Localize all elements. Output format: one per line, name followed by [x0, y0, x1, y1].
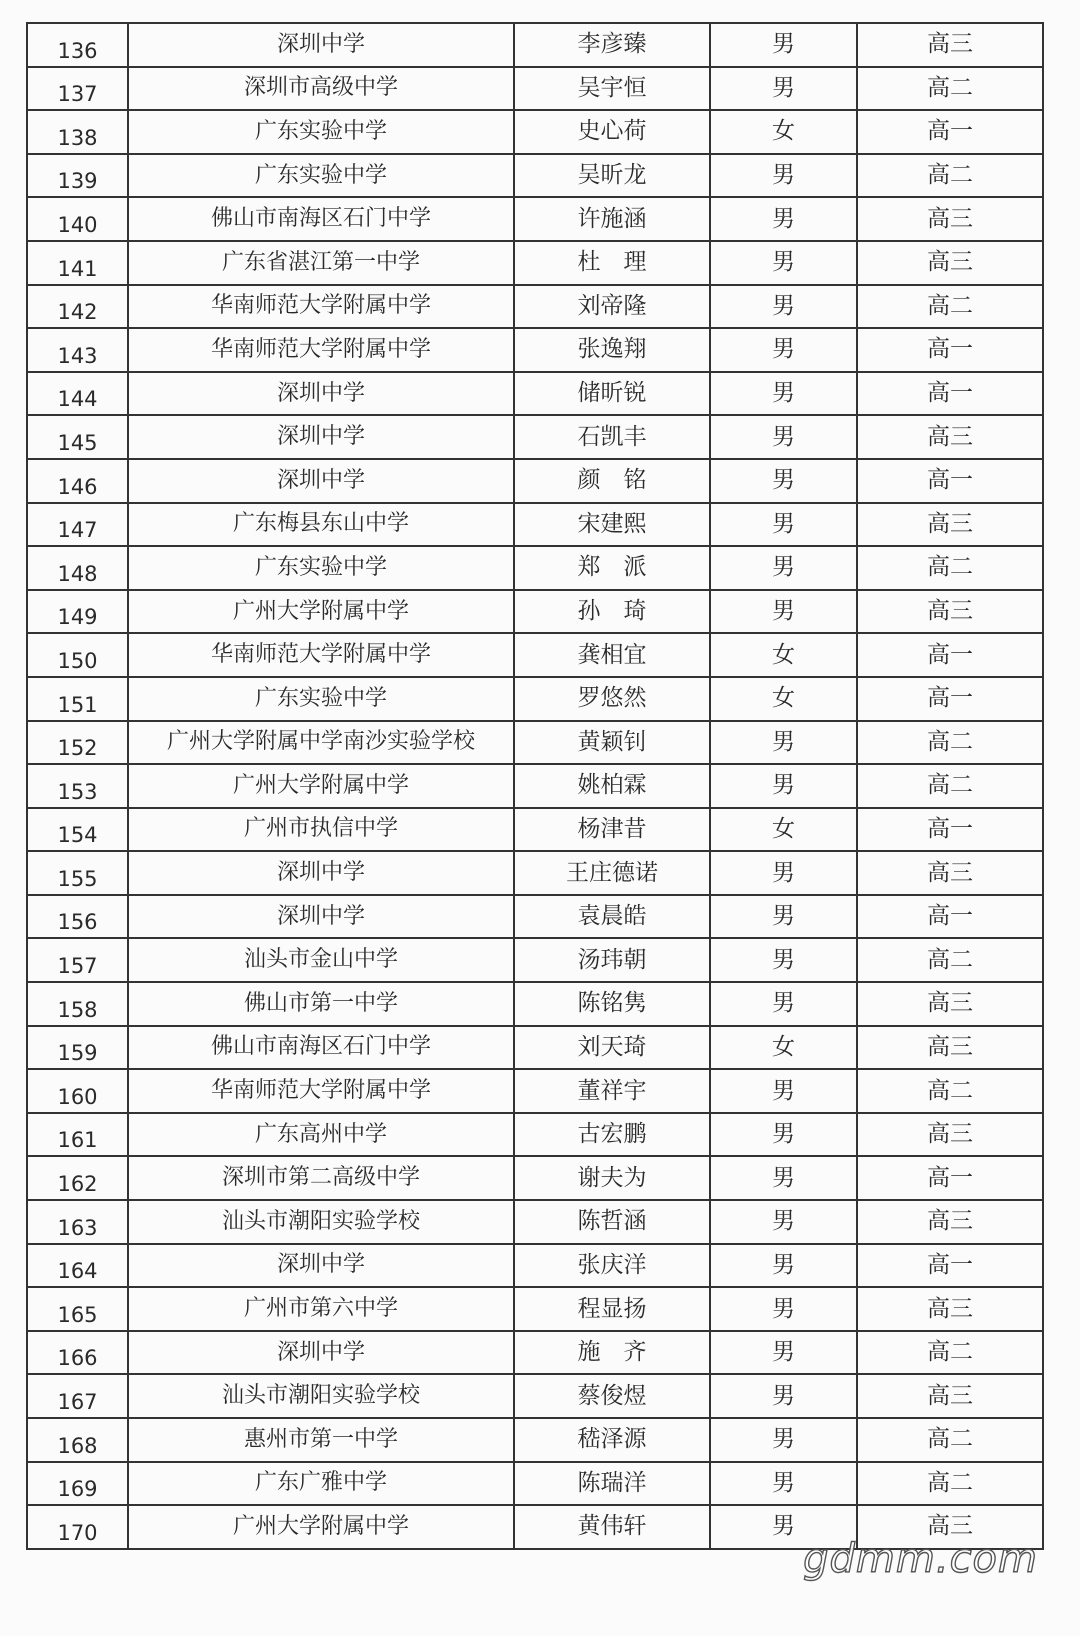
student-gender: 男 [710, 1331, 857, 1375]
student-grade: 高一 [857, 895, 1043, 939]
student-gender: 女 [710, 1026, 857, 1070]
student-gender: 男 [710, 285, 857, 329]
student-name: 黄伟轩 [514, 1505, 710, 1549]
school-name: 深圳中学 [128, 851, 514, 895]
row-number: 154 [27, 808, 128, 852]
school-name: 惠州市第一中学 [128, 1418, 514, 1462]
row-number: 139 [27, 154, 128, 198]
school-name: 广东高州中学 [128, 1113, 514, 1157]
table-row [27, 764, 1043, 808]
row-number: 137 [27, 67, 128, 111]
student-grade: 高三 [857, 1113, 1043, 1157]
school-name: 广东省湛江第一中学 [128, 241, 514, 285]
student-grade: 高一 [857, 328, 1043, 372]
school-name: 汕头市金山中学 [128, 938, 514, 982]
school-name: 华南师范大学附属中学 [128, 1069, 514, 1113]
school-name: 广州大学附属中学 [128, 1505, 514, 1549]
school-name: 深圳中学 [128, 372, 514, 416]
student-grade: 高二 [857, 938, 1043, 982]
site-watermark: gdmm.com [803, 1536, 1038, 1582]
student-grade: 高三 [857, 1026, 1043, 1070]
school-name: 佛山市南海区石门中学 [128, 197, 514, 241]
school-name: 深圳中学 [128, 459, 514, 503]
table-row [27, 1069, 1043, 1113]
student-grade: 高三 [857, 1287, 1043, 1331]
table-row [27, 241, 1043, 285]
row-number: 143 [27, 328, 128, 372]
student-gender: 男 [710, 982, 857, 1026]
school-name: 广东实验中学 [128, 110, 514, 154]
table-row [27, 1200, 1043, 1244]
student-gender: 男 [710, 1287, 857, 1331]
school-name: 广州大学附属中学 [128, 590, 514, 634]
student-name: 李彦臻 [514, 23, 710, 67]
student-grade: 高二 [857, 764, 1043, 808]
student-grade: 高三 [857, 415, 1043, 459]
table-row [27, 590, 1043, 634]
table-row [27, 67, 1043, 111]
student-name: 嵇泽源 [514, 1418, 710, 1462]
row-number: 168 [27, 1418, 128, 1462]
row-number: 166 [27, 1331, 128, 1375]
student-grade: 高三 [857, 1200, 1043, 1244]
row-number: 164 [27, 1244, 128, 1288]
row-number: 155 [27, 851, 128, 895]
student-name: 吴昕龙 [514, 154, 710, 198]
student-grade: 高三 [857, 503, 1043, 547]
student-name: 蔡俊煜 [514, 1374, 710, 1418]
row-number: 144 [27, 372, 128, 416]
row-number: 165 [27, 1287, 128, 1331]
student-grade: 高一 [857, 110, 1043, 154]
student-name: 史心荷 [514, 110, 710, 154]
student-grade: 高三 [857, 23, 1043, 67]
school-name: 广东实验中学 [128, 546, 514, 590]
school-name: 广州大学附属中学 [128, 764, 514, 808]
student-gender: 男 [710, 721, 857, 765]
student-gender: 男 [710, 459, 857, 503]
table-row [27, 895, 1043, 939]
student-name: 许施涵 [514, 197, 710, 241]
student-name: 董祥宇 [514, 1069, 710, 1113]
table-row [27, 154, 1043, 198]
student-grade: 高二 [857, 67, 1043, 111]
student-gender: 男 [710, 415, 857, 459]
school-name: 华南师范大学附属中学 [128, 285, 514, 329]
row-number: 140 [27, 197, 128, 241]
student-name: 陈瑞洋 [514, 1462, 710, 1506]
student-gender: 女 [710, 677, 857, 721]
table-row [27, 197, 1043, 241]
school-name: 汕头市潮阳实验学校 [128, 1374, 514, 1418]
row-number: 147 [27, 503, 128, 547]
student-grade: 高一 [857, 1244, 1043, 1288]
table-row [27, 851, 1043, 895]
student-gender: 男 [710, 590, 857, 634]
row-number: 169 [27, 1462, 128, 1506]
school-name: 深圳中学 [128, 23, 514, 67]
student-grade: 高一 [857, 459, 1043, 503]
student-gender: 女 [710, 633, 857, 677]
student-name: 郑 派 [514, 546, 710, 590]
student-gender: 男 [710, 1200, 857, 1244]
row-number: 163 [27, 1200, 128, 1244]
student-gender: 男 [710, 851, 857, 895]
student-grade: 高二 [857, 154, 1043, 198]
student-name: 龚相宜 [514, 633, 710, 677]
row-number: 152 [27, 721, 128, 765]
table-row [27, 285, 1043, 329]
school-name: 华南师范大学附属中学 [128, 633, 514, 677]
student-gender: 男 [710, 1374, 857, 1418]
table-row [27, 1418, 1043, 1462]
row-number: 149 [27, 590, 128, 634]
student-name: 施 齐 [514, 1331, 710, 1375]
school-name: 深圳中学 [128, 415, 514, 459]
table-row [27, 459, 1043, 503]
school-name: 深圳中学 [128, 895, 514, 939]
school-name: 佛山市第一中学 [128, 982, 514, 1026]
row-number: 170 [27, 1505, 128, 1549]
table-row [27, 633, 1043, 677]
row-number: 159 [27, 1026, 128, 1070]
table-row [27, 677, 1043, 721]
student-gender: 女 [710, 110, 857, 154]
table-row [27, 1026, 1043, 1070]
student-gender: 男 [710, 1069, 857, 1113]
student-gender: 男 [710, 1462, 857, 1506]
school-name: 广东实验中学 [128, 677, 514, 721]
student-gender: 男 [710, 546, 857, 590]
table-row [27, 1462, 1043, 1506]
school-name: 广东实验中学 [128, 154, 514, 198]
school-name: 广州大学附属中学南沙实验学校 [128, 721, 514, 765]
student-grade: 高一 [857, 372, 1043, 416]
row-number: 136 [27, 23, 128, 67]
student-name: 姚柏霖 [514, 764, 710, 808]
row-number: 148 [27, 546, 128, 590]
student-grade: 高二 [857, 1462, 1043, 1506]
school-name: 广州市执信中学 [128, 808, 514, 852]
student-grade: 高三 [857, 197, 1043, 241]
student-name: 袁晨皓 [514, 895, 710, 939]
student-name: 吴宇恒 [514, 67, 710, 111]
student-name: 刘帝隆 [514, 285, 710, 329]
school-name: 广东梅县东山中学 [128, 503, 514, 547]
student-name: 谢夫为 [514, 1156, 710, 1200]
student-gender: 男 [710, 67, 857, 111]
school-name: 广东广雅中学 [128, 1462, 514, 1506]
student-name: 王庄德诺 [514, 851, 710, 895]
row-number: 145 [27, 415, 128, 459]
row-number: 142 [27, 285, 128, 329]
table-row [27, 110, 1043, 154]
row-number: 146 [27, 459, 128, 503]
school-name: 深圳市高级中学 [128, 67, 514, 111]
student-gender: 男 [710, 1505, 857, 1549]
student-name: 颜 铭 [514, 459, 710, 503]
student-gender: 男 [710, 328, 857, 372]
student-gender: 男 [710, 1156, 857, 1200]
student-grade: 高一 [857, 1156, 1043, 1200]
student-name: 罗悠然 [514, 677, 710, 721]
student-name: 刘天琦 [514, 1026, 710, 1070]
student-grade: 高一 [857, 633, 1043, 677]
student-name: 储昕锐 [514, 372, 710, 416]
school-name: 广州市第六中学 [128, 1287, 514, 1331]
school-name: 汕头市潮阳实验学校 [128, 1200, 514, 1244]
student-gender: 男 [710, 197, 857, 241]
student-name: 黄颖钊 [514, 721, 710, 765]
student-gender: 男 [710, 938, 857, 982]
student-gender: 男 [710, 764, 857, 808]
row-number: 160 [27, 1069, 128, 1113]
student-name: 杨津昔 [514, 808, 710, 852]
table-row [27, 1374, 1043, 1418]
school-name: 佛山市南海区石门中学 [128, 1026, 514, 1070]
student-gender: 女 [710, 808, 857, 852]
row-number: 138 [27, 110, 128, 154]
student-name: 宋建熙 [514, 503, 710, 547]
table-row [27, 23, 1043, 67]
student-gender: 男 [710, 23, 857, 67]
table-row [27, 328, 1043, 372]
student-grade: 高二 [857, 721, 1043, 765]
student-gender: 男 [710, 241, 857, 285]
student-grade: 高二 [857, 1331, 1043, 1375]
student-grade: 高一 [857, 808, 1043, 852]
student-gender: 男 [710, 154, 857, 198]
student-name: 杜 理 [514, 241, 710, 285]
student-gender: 男 [710, 503, 857, 547]
student-grade: 高三 [857, 851, 1043, 895]
student-grade: 高三 [857, 241, 1043, 285]
table-row [27, 982, 1043, 1026]
row-number: 141 [27, 241, 128, 285]
table-row [27, 938, 1043, 982]
student-name: 汤玮朝 [514, 938, 710, 982]
student-grade: 高二 [857, 1069, 1043, 1113]
student-name: 陈铭隽 [514, 982, 710, 1026]
student-grade: 高三 [857, 1505, 1043, 1549]
student-gender: 男 [710, 1113, 857, 1157]
student-grade: 高一 [857, 677, 1043, 721]
student-grade: 高三 [857, 590, 1043, 634]
student-name: 张庆洋 [514, 1244, 710, 1288]
table-row [27, 1244, 1043, 1288]
row-number: 151 [27, 677, 128, 721]
school-name: 深圳中学 [128, 1331, 514, 1375]
row-number: 157 [27, 938, 128, 982]
table-row [27, 721, 1043, 765]
table-row [27, 546, 1043, 590]
row-number: 162 [27, 1156, 128, 1200]
student-grade: 高三 [857, 1374, 1043, 1418]
student-name: 石凯丰 [514, 415, 710, 459]
row-number: 161 [27, 1113, 128, 1157]
student-name: 古宏鹏 [514, 1113, 710, 1157]
table-row [27, 372, 1043, 416]
table-row [27, 1156, 1043, 1200]
roster-body [27, 23, 1043, 1549]
student-gender: 男 [710, 1244, 857, 1288]
student-name: 张逸翔 [514, 328, 710, 372]
school-name: 深圳市第二高级中学 [128, 1156, 514, 1200]
table-row [27, 503, 1043, 547]
student-roster-table [26, 22, 1044, 1550]
school-name: 华南师范大学附属中学 [128, 328, 514, 372]
student-name: 陈哲涵 [514, 1200, 710, 1244]
table-row [27, 1113, 1043, 1157]
row-number: 156 [27, 895, 128, 939]
student-gender: 男 [710, 372, 857, 416]
student-grade: 高三 [857, 982, 1043, 1026]
student-gender: 男 [710, 895, 857, 939]
school-name: 深圳中学 [128, 1244, 514, 1288]
student-gender: 男 [710, 1418, 857, 1462]
table-row [27, 415, 1043, 459]
table-row [27, 808, 1043, 852]
row-number: 158 [27, 982, 128, 1026]
student-grade: 高二 [857, 546, 1043, 590]
student-grade: 高二 [857, 285, 1043, 329]
student-name: 程显扬 [514, 1287, 710, 1331]
row-number: 153 [27, 764, 128, 808]
student-grade: 高二 [857, 1418, 1043, 1462]
row-number: 167 [27, 1374, 128, 1418]
row-number: 150 [27, 633, 128, 677]
table-row [27, 1331, 1043, 1375]
student-name: 孙 琦 [514, 590, 710, 634]
table-row [27, 1287, 1043, 1331]
